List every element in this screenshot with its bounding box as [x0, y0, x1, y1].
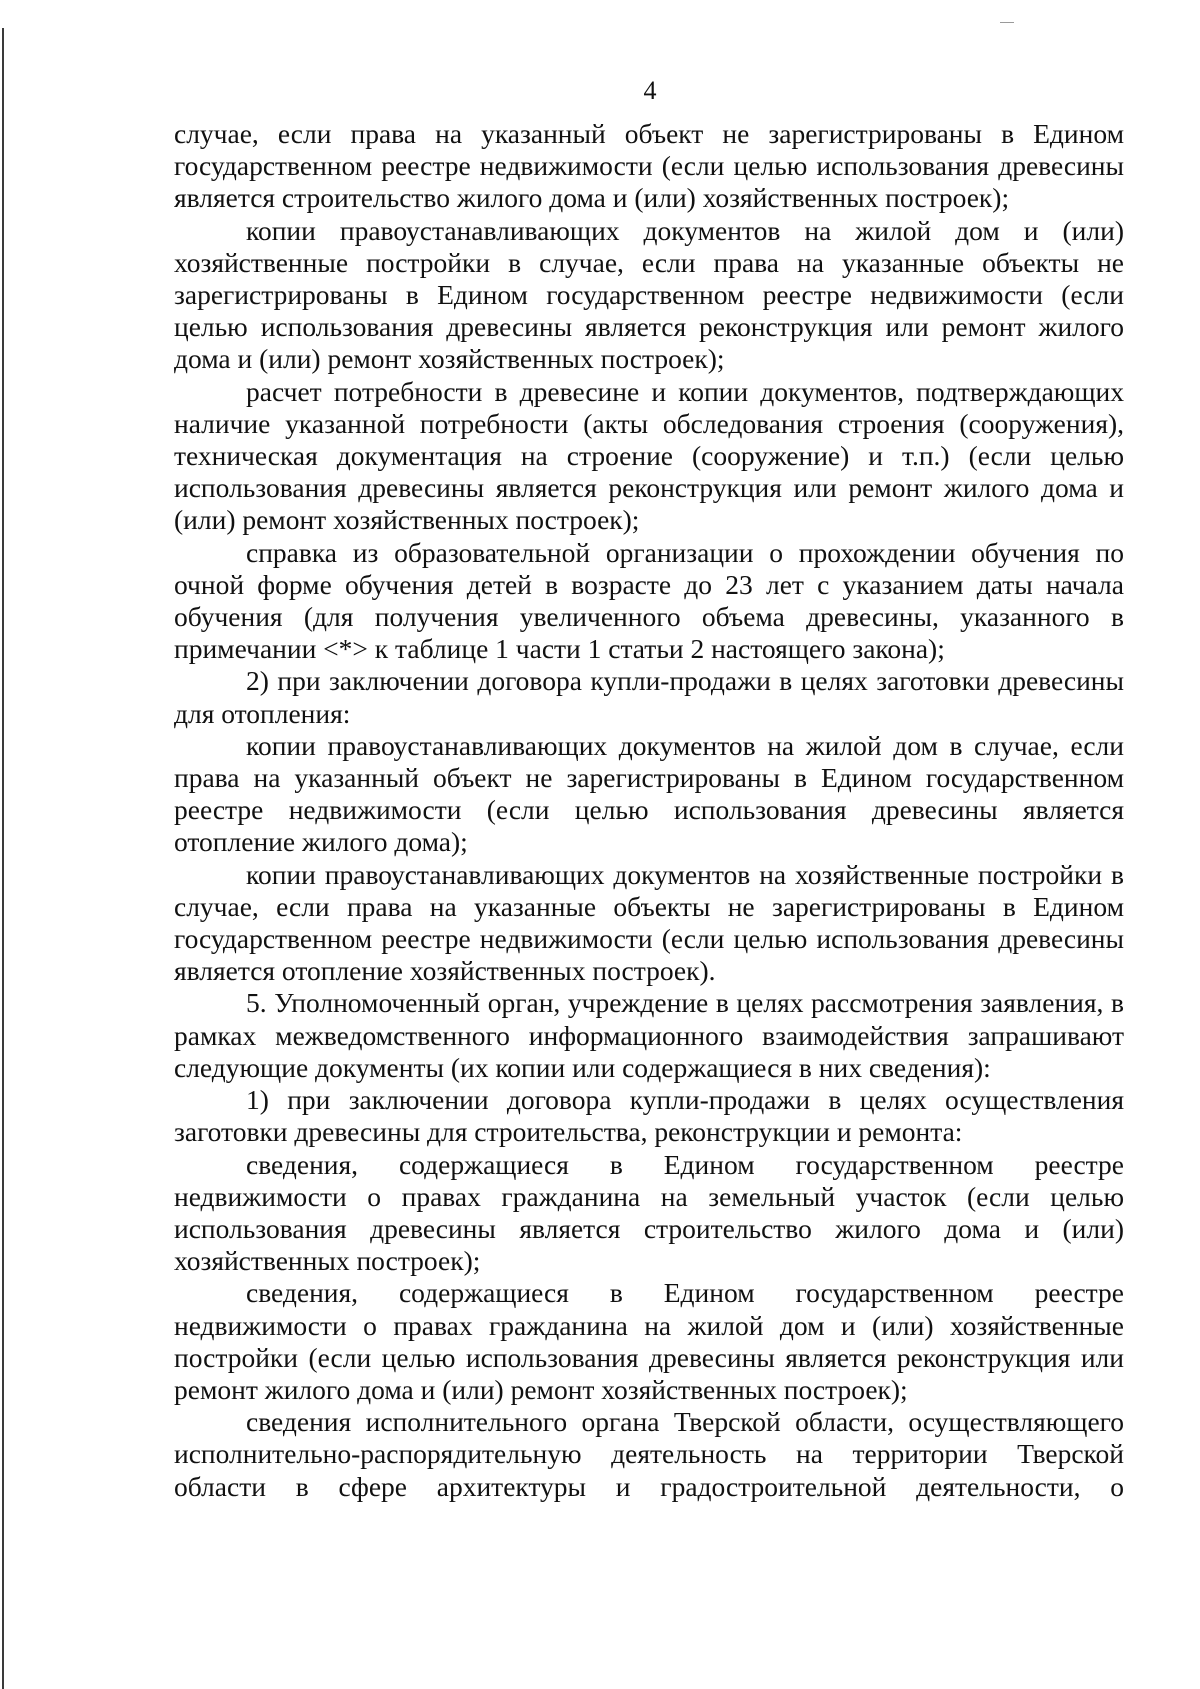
paragraph-11: сведения, содержащиеся в Едином государственном реестре недвижимости о правах гражданина на жилой дом и (или) хозяйственные постройки (если целью использования древесины является реконструкция или ремонт жилого дома и (или) ремонт хозяйственных построек); [174, 1277, 1124, 1405]
paragraph-2: копии правоустанавливающих документов на жилой дом и (или) хозяйственные постройки в случае, если права на указанные объекты не зарегистрированы в Едином государственном реестре недвижимости (если целью использования древесины является реконструкция или ремонт жилого дома и (или) ремонт хозяйственных построек); [174, 214, 1124, 375]
scan-mark [1000, 22, 1014, 23]
paragraph-7: копии правоустанавливающих документов на хозяйственные постройки в случае, если права на указанные объекты не зарегистрированы в Едином государственном реестре недвижимости (если целью использования древесины является отопление хозяйственных построек). [174, 858, 1124, 987]
document-text [174, 118, 1124, 1503]
page-number: 4 [643, 76, 657, 105]
paragraph-10: сведения, содержащиеся в Едином государственном реестре недвижимости о правах гражданина на земельный участок (если целью использования древесины является строительство жилого дома и (или) хозяйственных построек); [174, 1148, 1124, 1277]
paragraph-5: 2) при заключении договора купли-продажи в целях заготовки древесины для отопления: [174, 665, 1124, 729]
paragraph-1: случае, если права на указанный объект не зарегистрированы в Едином государственном реестре недвижимости (если целью использования древесины является строительство жилого дома и (или) хозяйственных построек); [174, 118, 1124, 214]
paragraph-9: 1) при заключении договора купли-продажи в целях осуществления заготовки древесины для строительства, реконструкции и ремонта: [174, 1084, 1124, 1148]
paragraph-6: копии правоустанавливающих документов на жилой дом в случае, если права на указанный объект не зарегистрированы в Едином государственном реестре недвижимости (если целью использования древесины является отопление жилого дома); [174, 729, 1124, 858]
paragraph-3: расчет потребности в древесине и копии документов, подтверждающих наличие указанной потребности (акты обследования строения (сооружения), техническая документация на строение (сооружение) и т.п.) (если целью использования древесины является реконструкция или ремонт жилого дома и (или) ремонт хозяйственных построек); [174, 375, 1124, 536]
paragraph-8: 5. Уполномоченный орган, учреждение в целях рассмотрения заявления, в рамках межведомственного информационного взаимодействия запрашивают следующие документы (их копии или содержащиеся в них сведения): [174, 987, 1124, 1083]
paragraph-4: справка из образовательной организации о прохождении обучения по очной форме обучения детей в возрасте до 23 лет с указанием даты начала обучения (для получения увеличенного объема древесины, указанного в примечании <*> к таблице 1 части 1 статьи 2 настоящего закона); [174, 536, 1124, 665]
scan-edge-line [2, 28, 4, 1689]
paragraph-12: сведения исполнительного органа Тверской области, осуществляющего исполнительно-распорядительную деятельность на территории Тверской области в сфере архитектуры и градостроительной деятельности, о [174, 1406, 1124, 1502]
